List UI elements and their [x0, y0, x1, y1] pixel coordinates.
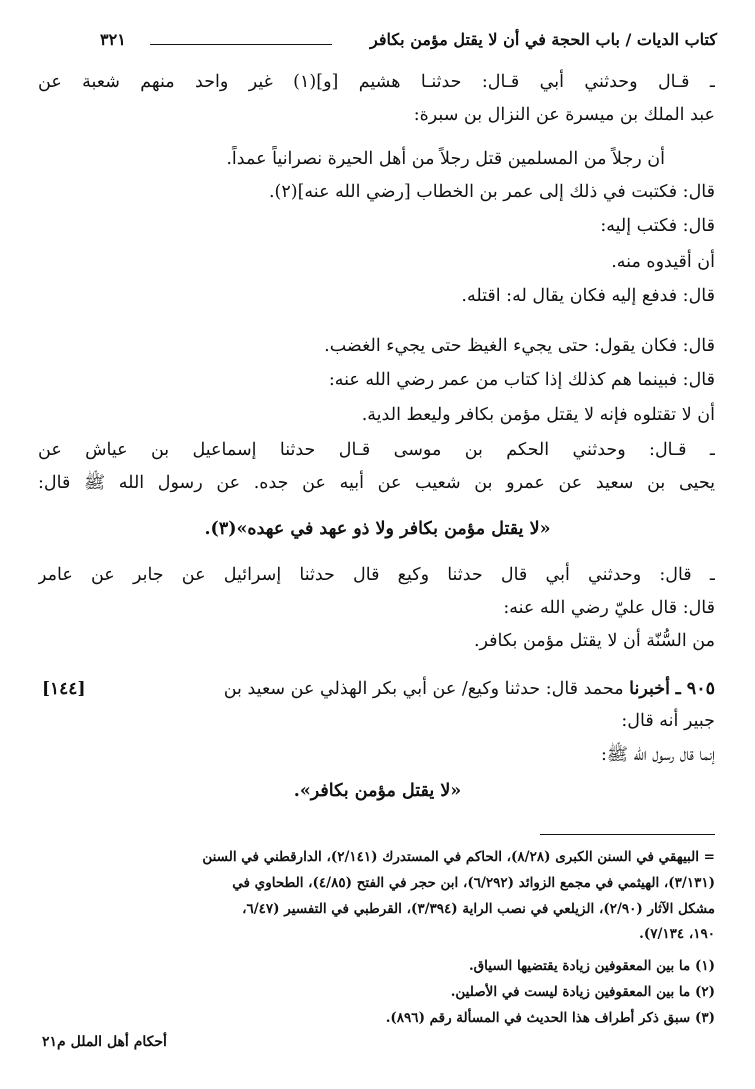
- report-text: محمد قال: حدثنا وكيع/ عن أبي بكر الهذلي عن سعيد بن: [223, 679, 624, 699]
- hadith-quote: «لا يقتل مؤمن بكافر».: [293, 781, 462, 801]
- report-number: ٩٠٥ ـ: [675, 679, 715, 699]
- footnote-continuation: مشكل الآثار (٢/٩٠)، الزيلعي في نصب الراية (٣/٣٩٤)، القرطبي في التفسير (٦/٤٧،: [242, 901, 715, 917]
- text-line: إنما قال رسول الله ﷺ:: [600, 745, 715, 765]
- manuscript-folio-ref: [١٤٤]: [42, 679, 86, 699]
- text-line: قال: فبينما هم كذلك إذا كتاب من عمر رضي الله عنه:: [328, 370, 715, 390]
- signature-mark: أحكام أهل الملل م٢١: [42, 1034, 167, 1050]
- footnote-continuation: = البيهقي في السنن الكبرى (٨/٢٨)، الحاكم في المستدرك (٢/١٤١)، الدارقطني في السنن: [202, 849, 715, 865]
- report-line: [180, 676, 715, 702]
- text-line: ـ قال: وحدثني أبي قال حدثنا وكيع قال حدثنا إسرائيل عن جابر عن عامر: [38, 565, 715, 585]
- header-title: كتاب الديات / باب الحجة في أن لا يقتل مؤمن بكافر: [369, 30, 717, 49]
- text-line: قال: فدفع إليه فكان يقال له: اقتله.: [461, 286, 715, 306]
- running-header: [100, 30, 717, 56]
- page-number: ٣٢١: [100, 30, 126, 49]
- text-line: ـ قـال وحدثني أبي قـال: حدثنـا هشيم [و](١) غير واحد منهم شعبة عن: [38, 72, 715, 92]
- text-line: ـ قـال: وحدثني الحكم بن موسى قـال حدثنا إسماعيل بن عياش عن: [38, 440, 715, 460]
- footnote-2: (٢) ما بين المعقوفين زيادة ليست في الأصلين.: [450, 984, 715, 1000]
- text-line: أن أقيدوه منه.: [611, 252, 715, 272]
- text-line: يحيى بن سعيد عن عمرو بن شعيب عن أبيه عن جده. عن رسول الله ﷺ قال:: [38, 473, 715, 493]
- text-line: أن لا تقتلوه فإنه لا يقتل مؤمن بكافر وليعط الدية.: [361, 405, 715, 425]
- footnote-continuation: (٣/١٣١)، الهيثمي في مجمع الزوائد (٦/٢٩٢)، ابن حجر في الفتح (٤/٨٥)، الطحاوي في: [232, 875, 715, 891]
- header-rule: [150, 44, 332, 45]
- text-line: قال: فكتبت في ذلك إلى عمر بن الخطاب [رضي الله عنه](٢).: [268, 182, 715, 202]
- text-line: جبير أنه قال:: [621, 711, 715, 731]
- text-line: قال: فكتب إليه:: [600, 216, 715, 236]
- text-line: عبد الملك بن ميسرة عن النزال بن سبرة:: [413, 105, 715, 125]
- text-line: قال: فكان يقول: حتى يجيء الغيظ حتى يجيء الغضب.: [324, 336, 715, 356]
- footnote-rule: [540, 834, 715, 835]
- text-line: من السُّنّة أن لا يقتل مؤمن بكافر.: [473, 631, 715, 651]
- footnote-3: (٣) سبق ذكر أطراف هذا الحديث في المسألة رقم (٨٩٦).: [385, 1010, 715, 1026]
- text-line: قال: قال عليّ رضي الله عنه:: [503, 598, 715, 618]
- text-line: أن رجلاً من المسلمين قتل رجلاً من أهل الحيرة نصرانياً عمداً.: [226, 149, 665, 169]
- footnote-continuation: ١٩٠، ٧/١٣٤).: [639, 926, 715, 942]
- report-keyword: أخبرنا: [629, 679, 670, 699]
- hadith-quote: «لا يقتل مؤمن بكافر ولا ذو عهد في عهده»(٣).: [204, 519, 551, 539]
- footnote-1: (١) ما بين المعقوفين زيادة يقتضيها السياق.: [468, 958, 715, 974]
